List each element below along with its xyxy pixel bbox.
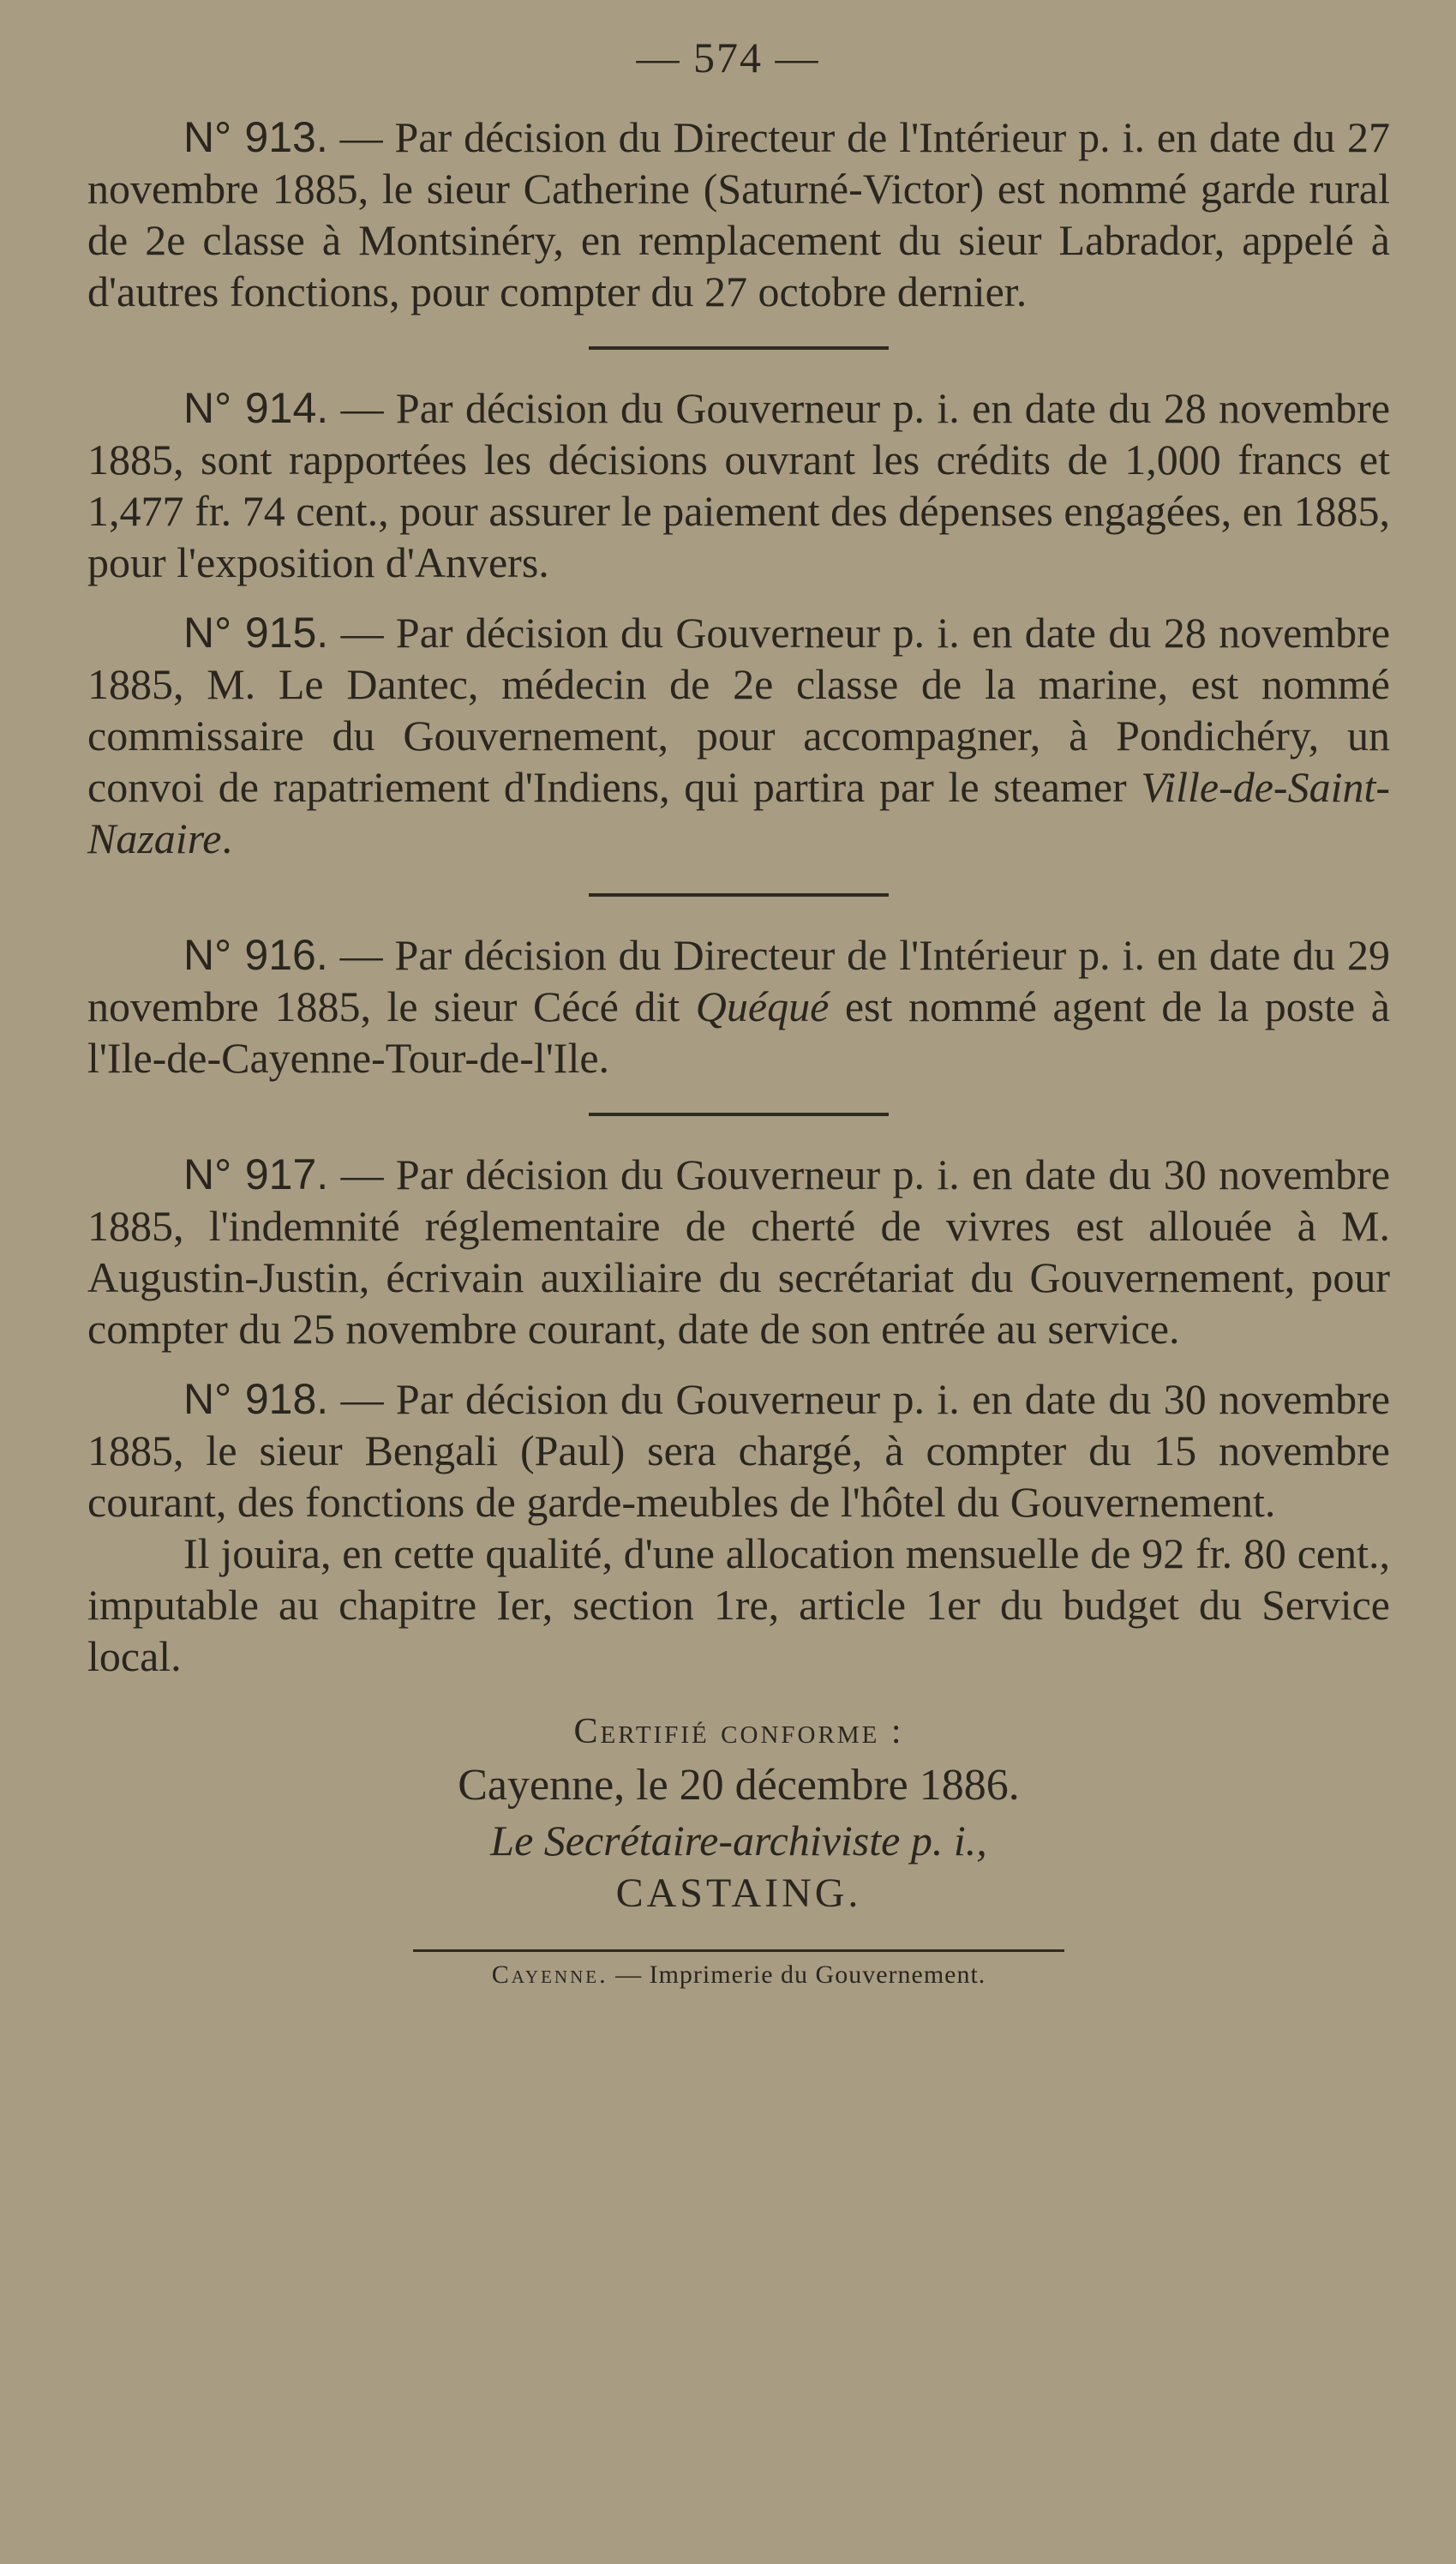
nickname: Quéqué xyxy=(695,982,830,1030)
entry-text: — Par décision du Directeur de l'Intérieur p. i. en date du 27 novembre 1885, le sieur Catherine (Saturné-Victor) est nommé garde rural de 2e classe à Montsinéry, en remplacement du sieur Labrador, appelé à d'autres fonctions, pour compter du 27 octobre dernier. xyxy=(87,113,1391,315)
decision-entry-915 xyxy=(87,607,1390,864)
entry-text: — Par décision du Gouverneur p. i. en date du 30 novembre 1885, le sieur Bengali (Paul) sera chargé, à compter du 15 novembre courant, des fonctions de garde-meubles de l'hôtel du Gouvernement. xyxy=(87,1375,1391,1526)
entry-text: — Par décision du Gouverneur p. i. en date du 28 novembre 1885, sont rapportées les décisions ouvrant les crédits de 1,000 francs et 1,477 fr. 74 cent., pour assurer le paiement des dépenses engagées, en 1885, pour l'exposition d'Anvers. xyxy=(87,384,1391,586)
certification-heading: Certifié conforme : xyxy=(573,1712,904,1751)
footer-rule xyxy=(413,1949,1064,1952)
imprint-printer: — Imprimerie du Gouvernement. xyxy=(615,1961,986,1989)
entry-number: N° 913. xyxy=(183,113,328,161)
entry-text-rest: est nommé agent de la poste à l'Ile-de-Cayenne-Tour-de-l'Ile. xyxy=(87,982,1391,1082)
printer-imprint xyxy=(87,1961,1390,1990)
certification-block xyxy=(87,1706,1390,1920)
entry-number: N° 917. xyxy=(183,1150,329,1198)
entry-text: — Par décision du Gouverneur p. i. en date du 28 novembre 1885, M. Le Dantec, médecin de 2e classe de la marine, est nommé commissaire du Gouvernement, pour accompagner, à Pondichéry, un convoi de rapatriement d'Indiens, qui partira par le steamer xyxy=(87,609,1391,811)
entry-text: — Par décision du Directeur de l'Intérieur p. i. en date du 29 novembre 1885, le sieur Cécé dit xyxy=(87,931,1391,1030)
imprint-city: Cayenne. xyxy=(491,1961,608,1989)
entry-number: N° 914. xyxy=(183,384,329,432)
decision-entry-913 xyxy=(87,111,1390,317)
separator-rule xyxy=(589,893,889,897)
certification-title: Le Secrétaire-archiviste p. i., xyxy=(490,1816,987,1864)
entry-number: N° 916. xyxy=(183,931,328,979)
certification-name: CASTAING. xyxy=(615,1870,862,1916)
decision-entry-917 xyxy=(87,1149,1390,1354)
certification-place-date: Cayenne, le 20 décembre 1886. xyxy=(458,1761,1020,1810)
separator-rule xyxy=(589,1113,889,1116)
decision-list xyxy=(87,111,1390,1990)
separator-rule xyxy=(589,346,889,350)
entry-text: — Par décision du Gouverneur p. i. en date du 30 novembre 1885, l'indemnité réglementaire de cherté de vivres est allouée à M. Augustin-Justin, écrivain auxiliaire du secrétariat du Gouvernement, pour compter du 25 novembre courant, date de son entrée au service. xyxy=(87,1150,1391,1353)
entry-end: . xyxy=(221,814,232,862)
decision-entry-918 xyxy=(87,1373,1390,1528)
steamer-name: Ville-de-Saint-Nazaire xyxy=(87,763,1391,862)
decision-entry-914 xyxy=(87,382,1390,588)
decision-entry-918-continuation: Il jouira, en cette qualité, d'une allocation mensuelle de 92 fr. 80 cent., imputable au chapitre Ier, section 1re, article 1er du budget du Service local. xyxy=(87,1529,1390,1680)
page-number: — 574 — xyxy=(636,33,820,81)
entry-number: N° 918. xyxy=(183,1375,329,1423)
entry-number: N° 915. xyxy=(183,609,329,657)
decision-entry-916 xyxy=(87,929,1390,1084)
